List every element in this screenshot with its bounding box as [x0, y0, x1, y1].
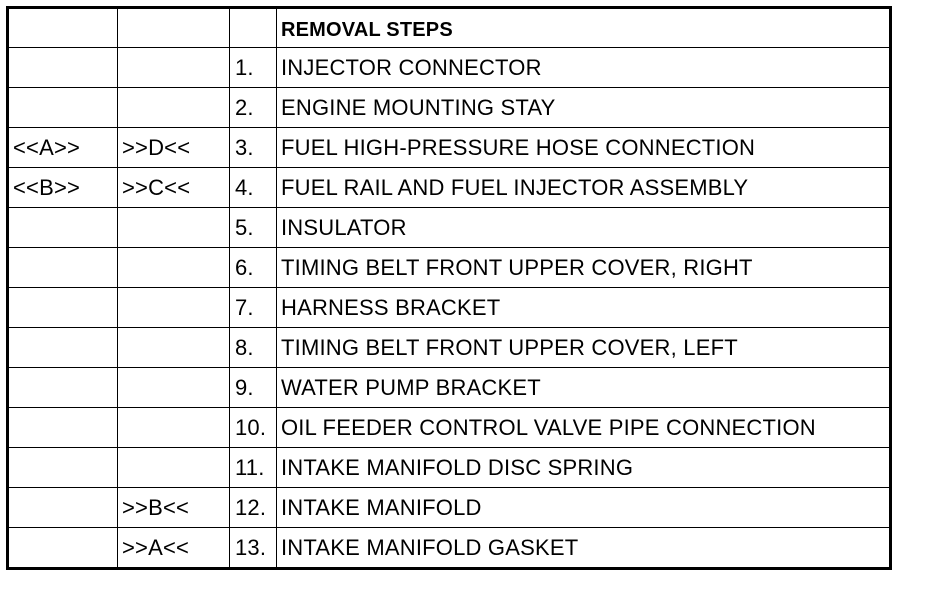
removal-note	[118, 448, 230, 488]
table-row	[8, 488, 891, 528]
step-name: INTAKE MANIFOLD GASKET	[277, 528, 891, 569]
step-number: 10.	[230, 408, 277, 448]
step-name: OIL FEEDER CONTROL VALVE PIPE CONNECTION	[277, 408, 891, 448]
header-cell-3	[230, 8, 277, 48]
table-row	[8, 528, 891, 569]
removal-note: >>A<<	[118, 528, 230, 569]
install-note: <<B>>	[8, 168, 118, 208]
removal-note	[118, 408, 230, 448]
table-row	[8, 368, 891, 408]
table-header-row	[8, 8, 891, 48]
step-number: 7.	[230, 288, 277, 328]
step-name: INTAKE MANIFOLD DISC SPRING	[277, 448, 891, 488]
step-name: INSULATOR	[277, 208, 891, 248]
removal-note: >>B<<	[118, 488, 230, 528]
step-number: 8.	[230, 328, 277, 368]
table-row	[8, 208, 891, 248]
install-note	[8, 88, 118, 128]
step-name: FUEL RAIL AND FUEL INJECTOR ASSEMBLY	[277, 168, 891, 208]
step-number: 3.	[230, 128, 277, 168]
step-number: 2.	[230, 88, 277, 128]
step-name: TIMING BELT FRONT UPPER COVER, RIGHT	[277, 248, 891, 288]
removal-steps-table	[6, 6, 892, 570]
table-row	[8, 168, 891, 208]
step-number: 6.	[230, 248, 277, 288]
table-row	[8, 288, 891, 328]
header-cell-2	[118, 8, 230, 48]
removal-note: >>D<<	[118, 128, 230, 168]
install-note	[8, 248, 118, 288]
removal-note	[118, 248, 230, 288]
step-number: 13.	[230, 528, 277, 569]
step-name: ENGINE MOUNTING STAY	[277, 88, 891, 128]
step-name: HARNESS BRACKET	[277, 288, 891, 328]
install-note	[8, 488, 118, 528]
removal-note	[118, 48, 230, 88]
table-row	[8, 448, 891, 488]
install-note	[8, 448, 118, 488]
install-note	[8, 328, 118, 368]
step-number: 4.	[230, 168, 277, 208]
removal-note: >>C<<	[118, 168, 230, 208]
install-note: <<A>>	[8, 128, 118, 168]
step-name: WATER PUMP BRACKET	[277, 368, 891, 408]
table-row	[8, 88, 891, 128]
step-number: 12.	[230, 488, 277, 528]
removal-note	[118, 328, 230, 368]
removal-note	[118, 208, 230, 248]
step-name: FUEL HIGH-PRESSURE HOSE CONNECTION	[277, 128, 891, 168]
step-name: TIMING BELT FRONT UPPER COVER, LEFT	[277, 328, 891, 368]
install-note	[8, 288, 118, 328]
removal-note	[118, 368, 230, 408]
install-note	[8, 208, 118, 248]
step-name: INJECTOR CONNECTOR	[277, 48, 891, 88]
table-row	[8, 128, 891, 168]
table-row	[8, 408, 891, 448]
step-number: 5.	[230, 208, 277, 248]
table-row	[8, 248, 891, 288]
header-title: REMOVAL STEPS	[277, 8, 891, 48]
install-note	[8, 48, 118, 88]
table-row	[8, 48, 891, 88]
removal-note	[118, 88, 230, 128]
header-cell-1	[8, 8, 118, 48]
removal-note	[118, 288, 230, 328]
step-number: 9.	[230, 368, 277, 408]
table-row	[8, 328, 891, 368]
step-number: 11.	[230, 448, 277, 488]
step-name: INTAKE MANIFOLD	[277, 488, 891, 528]
install-note	[8, 528, 118, 569]
install-note	[8, 408, 118, 448]
step-number: 1.	[230, 48, 277, 88]
install-note	[8, 368, 118, 408]
